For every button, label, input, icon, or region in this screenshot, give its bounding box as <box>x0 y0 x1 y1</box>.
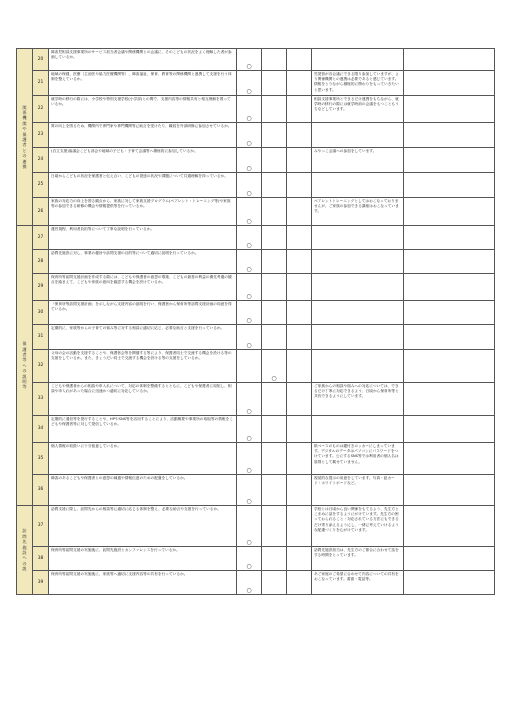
unknown-mark <box>287 301 312 325</box>
item-text: 訪問先施設に対し、事業の趣旨や訪問支援の目的等について適切に説明を行っているか。 <box>49 250 237 274</box>
unknown-mark <box>287 96 312 123</box>
no-mark <box>262 198 287 226</box>
improvement-note <box>312 274 404 301</box>
improvement-note: 相談支援事業所とできるだけ連携をもちながら、就学時の移行の際には就学時前の会議をもつこともうちなどしています。 <box>312 96 404 123</box>
improvement-note <box>312 416 404 443</box>
improvement-note <box>312 250 404 274</box>
reason-note <box>404 301 495 325</box>
evaluation-sheet <box>16 48 494 595</box>
yes-mark: ○ <box>237 571 262 595</box>
yes-mark: ○ <box>237 96 262 123</box>
yes-mark: ○ <box>237 475 262 506</box>
unknown-mark <box>287 250 312 274</box>
reason-note <box>404 475 495 506</box>
category-label <box>17 49 33 226</box>
no-mark <box>262 49 287 71</box>
table-row <box>17 250 495 274</box>
reason-note <box>404 71 495 96</box>
no-mark <box>262 71 287 96</box>
improvement-note <box>312 350 404 383</box>
yes-mark: ○ <box>237 198 262 226</box>
category-label <box>17 506 33 595</box>
no-mark <box>262 96 287 123</box>
table-row <box>17 49 495 71</box>
table-row <box>17 123 495 148</box>
row-number: 24 <box>33 148 49 173</box>
improvement-note: みやっこ会議への参加をしています。 <box>312 148 404 173</box>
table-row <box>17 301 495 325</box>
table-row <box>17 350 495 383</box>
unknown-mark <box>287 547 312 571</box>
yes-mark: ○ <box>237 49 262 71</box>
no-mark <box>262 325 287 350</box>
no-mark <box>262 443 287 475</box>
unknown-mark <box>287 198 312 226</box>
improvement-note <box>312 226 404 250</box>
item-text: 運営規程、利用者負担等について丁寧な説明を行っているか。 <box>49 226 237 250</box>
no-mark <box>262 226 287 250</box>
row-number: 34 <box>33 416 49 443</box>
row-number: 25 <box>33 173 49 198</box>
item-text: 父母の会の活動を支援することや、保護者会等を開催する等により、保護者同士で交流する機会を設ける等の支援をしているか。また、きょうだい同士で交流する機会を設ける等の支援をしているか。 <box>49 350 237 383</box>
item-text: 障害のあるこどもや保護者との意思の疎通や情報伝達のための配慮をしているか。 <box>49 475 237 506</box>
unknown-mark <box>287 383 312 416</box>
no-mark <box>262 416 287 443</box>
improvement-note: 視覚的な提示の用意をしています。写真・絵カード・ホワイトボードなど。 <box>312 475 404 506</box>
row-number: 26 <box>33 198 49 226</box>
reason-note <box>404 571 495 595</box>
row-number: 28 <box>33 250 49 274</box>
unknown-mark <box>287 325 312 350</box>
row-number: 33 <box>33 383 49 416</box>
improvement-note <box>312 325 404 350</box>
row-number: 31 <box>33 325 49 350</box>
unknown-mark <box>287 148 312 173</box>
table-row <box>17 274 495 301</box>
row-number: 27 <box>33 226 49 250</box>
no-mark <box>262 547 287 571</box>
yes-mark: ○ <box>237 416 262 443</box>
reason-note <box>404 148 495 173</box>
unknown-mark <box>287 475 312 506</box>
reason-note <box>404 547 495 571</box>
no-mark <box>262 571 287 595</box>
yes-mark: ○ <box>237 547 262 571</box>
no-mark <box>262 301 287 325</box>
reason-note <box>404 274 495 301</box>
improvement-note: 学校とは日頃から良い関係をもてるよう、先生方とこまめに話をするようにがけています。先生方の困っておられること・対応されている方法にもできるだけ寄り添えるようにし、一緒に考えていけるような配慮づくりを心がけています。 <box>312 506 404 547</box>
reason-note <box>404 416 495 443</box>
item-text: 定期的に通信等を発行することや、HPやSNS等を活用することにより、活動概要や事業所の取組等の情報をこどもや保護者等に対して発信しているか。 <box>49 416 237 443</box>
yes-mark: ○ <box>237 274 262 301</box>
reason-note <box>404 198 495 226</box>
table-row <box>17 226 495 250</box>
table-row <box>17 416 495 443</box>
item-text: 個人情報の取扱いに十分留意しているか。 <box>49 443 237 475</box>
table-row <box>17 96 495 123</box>
item-text: (自立支援)協議会こども部会や地域の子ども・子育て会議等へ積極的に参加しているか。 <box>49 148 237 173</box>
evaluation-table <box>16 48 495 595</box>
yes-mark: ○ <box>237 226 262 250</box>
improvement-note: あご家庭のご希望に合わせて内容についての共有をおこなっています。書面・電話等。 <box>312 571 404 595</box>
improvement-note <box>312 173 404 198</box>
no-mark <box>262 123 287 148</box>
reason-note <box>404 96 495 123</box>
yes-mark <box>237 350 262 383</box>
item-text: 「保育所等訪問支援計画」を示しながら支援内容の説明を行い、保護者から保育所等訪問支援計画の同意を得ているか。 <box>49 301 237 325</box>
reason-note <box>404 226 495 250</box>
row-number: 20 <box>33 49 49 71</box>
row-number: 30 <box>33 301 49 325</box>
improvement-note <box>312 49 404 71</box>
reason-note <box>404 173 495 198</box>
yes-mark: ○ <box>237 301 262 325</box>
row-number: 29 <box>33 274 49 301</box>
reason-note <box>404 506 495 547</box>
yes-mark: ○ <box>237 383 262 416</box>
no-mark <box>262 250 287 274</box>
unknown-mark <box>287 173 312 198</box>
table-row <box>17 325 495 350</box>
table-row <box>17 148 495 173</box>
yes-mark: ○ <box>237 71 262 96</box>
yes-mark: ○ <box>237 148 262 173</box>
table-row <box>17 571 495 595</box>
reason-note <box>404 49 495 71</box>
item-text: 保育所等訪問支援計画を作成する際には、こどもや保護者の意思の尊重、こどもの最善の利益の優先考慮の観点を踏まえて、こどもや家族の意向を確認する機会を設けているか。 <box>49 274 237 301</box>
unknown-mark <box>287 49 312 71</box>
no-mark: ○ <box>262 350 287 383</box>
reason-note <box>404 250 495 274</box>
improvement-note: 児発管が各会議にできる限り参加していますが、より関係機関との連携は必要であると感じています。情報をとりながら積極的に関わりをもっていきたいと思います。 <box>312 71 404 96</box>
yes-mark: ○ <box>237 250 262 274</box>
evaluation-table-body <box>17 49 495 595</box>
row-number: 32 <box>33 350 49 383</box>
no-mark <box>262 506 287 547</box>
item-text: 訪問支援に際し、訪問先からの相談等に適切に応じる体制を整え、必要な助言や支援を行っているか。 <box>49 506 237 547</box>
unknown-mark <box>287 71 312 96</box>
improvement-note: ペアレントトレーニングとしてはおこなっておりませんが、ご家族の参加できる講座はおこなっています。 <box>312 198 404 226</box>
no-mark <box>262 475 287 506</box>
improvement-note <box>312 123 404 148</box>
yes-mark: ○ <box>237 325 262 350</box>
item-text: 保育所等訪問支援の実施後に、家族等へ適切に支援内容等の共有を行っているか。 <box>49 571 237 595</box>
no-mark <box>262 274 287 301</box>
yes-mark: ○ <box>237 506 262 547</box>
reason-note <box>404 350 495 383</box>
row-number: 36 <box>33 475 49 506</box>
unknown-mark <box>287 571 312 595</box>
row-number: 21 <box>33 71 49 96</box>
table-row <box>17 443 495 475</box>
category-label-text: 関係機関や保護者との連携 <box>22 104 27 170</box>
category-label-text: 訪問先施設への説 <box>22 528 27 572</box>
improvement-note: 訪問先施設担当は、先生方のご都合に合わせて話をする時間をとっています。 <box>312 547 404 571</box>
item-text: 就学時の移行の際には、小学校や特別支援学校(小学部)との間で、支援内容等の情報共有と相互理解を図っているか。 <box>49 96 237 123</box>
yes-mark: ○ <box>237 443 262 475</box>
yes-mark: ○ <box>237 173 262 198</box>
table-row <box>17 71 495 96</box>
reason-note <box>404 325 495 350</box>
item-text: 障害児相談支援事業所のサービス担当者会議や関係機関との会議に、そのこどもの状況をよく理解した者が参画しているか。 <box>49 49 237 71</box>
yes-mark: ○ <box>237 123 262 148</box>
reason-note <box>404 383 495 416</box>
unknown-mark <box>287 506 312 547</box>
no-mark <box>262 148 287 173</box>
category-label-text: 保護者等への説明等 <box>22 341 27 390</box>
item-text: 地域の保健、医療（主治医や協力医療機関等）、障害福祉、保育、教育等の関係機関と連携して支援を行う体制を整えているか。 <box>49 71 237 96</box>
item-text: こどもや保護者からの相談や申入れについて、対応の体制を整備するとともに、こどもや保護者に周知し、相談や申入れがあった場合に迅速かつ適切に対応しているか。 <box>49 383 237 416</box>
unknown-mark <box>287 350 312 383</box>
table-row <box>17 475 495 506</box>
improvement-note: ご家族からの相談や悩みへの対応については、できるだけ丁寧に対応できるよう、日頃から保育所等と共有できるようにしています。 <box>312 383 404 416</box>
item-text: 質の向上を図るため、機関内で専門家や専門機関等に助言を受けたり、職員を外部研修に参加させているか。 <box>49 123 237 148</box>
unknown-mark <box>287 443 312 475</box>
reason-note <box>404 443 495 475</box>
no-mark <box>262 383 287 416</box>
improvement-note: 紙ベースのものは鍵付きロッカーにしまっています。デジタルのデータはパソコンにパスワードをつけています。公にするSNS等では利用者の個人名は原則として載せていません。 <box>312 443 404 475</box>
row-number: 22 <box>33 96 49 123</box>
table-row <box>17 383 495 416</box>
no-mark <box>262 173 287 198</box>
row-number: 35 <box>33 443 49 475</box>
item-text: 日頃からこどもの状況を保護者と伝え合い、こどもの発達の状況や課題について共通理解を持っているか。 <box>49 173 237 198</box>
unknown-mark <box>287 274 312 301</box>
table-row <box>17 173 495 198</box>
row-number: 39 <box>33 571 49 595</box>
row-number: 38 <box>33 547 49 571</box>
item-text: 家族の対応力の向上を図る観点から、家族に対して家族支援プログラム(ペアレント・トレーニング等)や家族等の参加できる研修の機会や情報提供等を行っているか。 <box>49 198 237 226</box>
unknown-mark <box>287 123 312 148</box>
item-text: 保育所等訪問支援の実施後に、訪問先施設とカンファレンスを行っているか。 <box>49 547 237 571</box>
item-text: 定期的に、家族等からの子育ての悩み等に対する相談に適切に応じ、必要な助言と支援を行っているか。 <box>49 325 237 350</box>
table-row <box>17 506 495 547</box>
row-number: 23 <box>33 123 49 148</box>
reason-note <box>404 123 495 148</box>
unknown-mark <box>287 416 312 443</box>
category-label <box>17 226 33 506</box>
table-row <box>17 198 495 226</box>
unknown-mark <box>287 226 312 250</box>
row-number: 37 <box>33 506 49 547</box>
table-row <box>17 547 495 571</box>
improvement-note <box>312 301 404 325</box>
